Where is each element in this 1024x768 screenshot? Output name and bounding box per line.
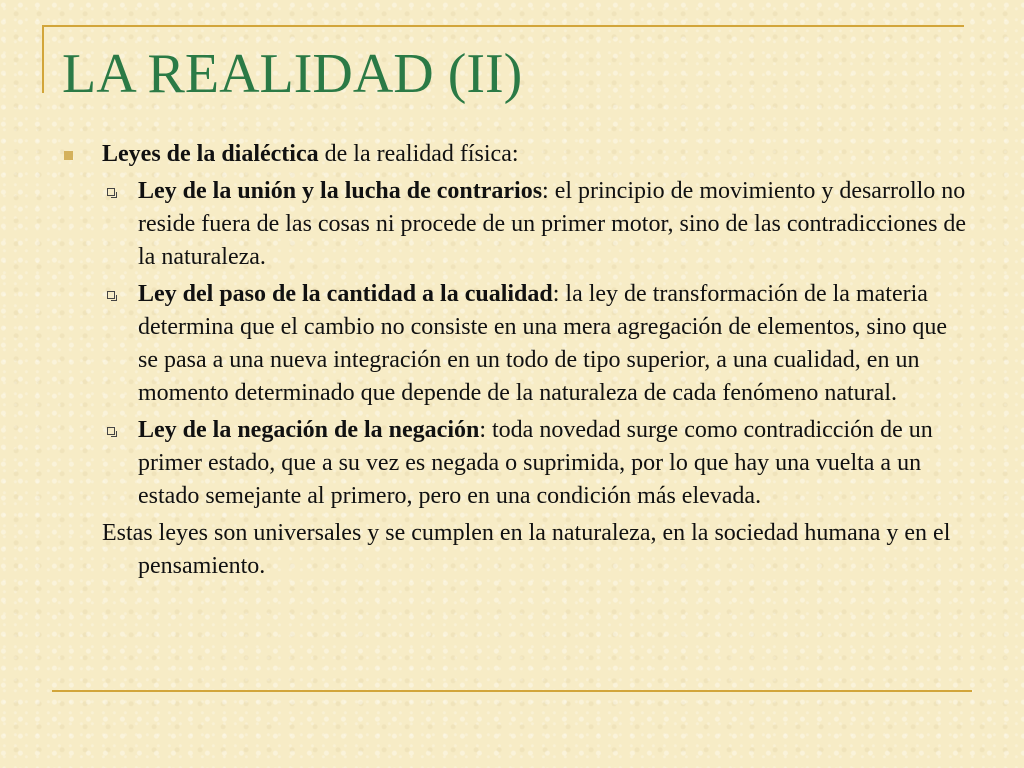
frame-bottom-line: [52, 690, 972, 692]
law-2-bold: Ley del paso de la cantidad a la cualidad: [138, 281, 553, 307]
law-item-1: [138, 175, 968, 274]
frame-top-line: [44, 25, 964, 27]
conclusion-text: Estas leyes son universales y se cumplen en la naturaleza, en la sociedad humana y en el pensamiento.: [102, 520, 951, 579]
intro-item: [102, 138, 972, 171]
hollow-square-bullet-icon: [107, 427, 115, 435]
intro-text: de la realidad física:: [318, 141, 519, 167]
law-2-text: : la ley de transformación de la materia determina que el cambio no consiste en una mera agregación de elementos, sino que se pasa a una nueva integración en un todo de tipo superior, a una cualidad, en un momento determinado que depende de la naturaleza de cada fenómeno natural.: [138, 281, 948, 406]
law-1-bold: Ley de la unión y la lucha de contrarios: [138, 178, 543, 204]
law-3-text: : toda novedad surge como contradicción de un primer estado, que a su vez es negada o suprimida, por lo que hay una vuelta a un estado semejante al primero, pero en una condición más elevada.: [138, 417, 933, 509]
law-item-2: [138, 278, 968, 410]
intro-bold: Leyes de la dialéctica: [102, 141, 319, 167]
slide-body: [0, 138, 1024, 583]
law-3-bold: Ley de la negación de la negación: [138, 417, 480, 443]
filled-square-bullet-icon: [64, 151, 73, 160]
law-1-text: : el principio de movimiento y desarrollo no reside fuera de las cosas ni procede de un primer motor, sino de las contradicciones de la naturaleza.: [138, 178, 967, 270]
frame-left-line: [42, 25, 44, 93]
law-item-3: [138, 414, 968, 513]
hollow-square-bullet-icon: [107, 291, 115, 299]
hollow-square-bullet-icon: [107, 188, 115, 196]
slide-title: LA REALIDAD (II): [62, 43, 523, 105]
